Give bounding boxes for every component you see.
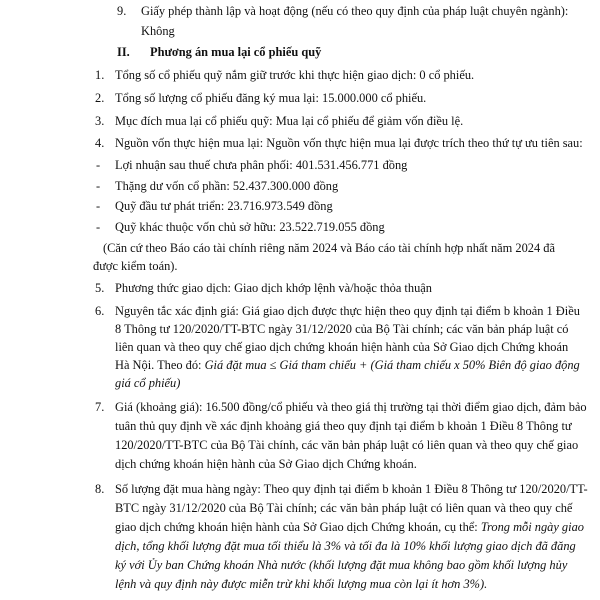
source-item: Quỹ khác thuộc vốn chủ sở hữu: 23.522.719.055 đồng [115, 220, 385, 234]
note-line-1: (Căn cứ theo Báo cáo tài chính riêng năm 2024 và Báo cáo tài chính hợp nhất năm 2024 đã [103, 241, 555, 255]
item-6-line-4 [115, 357, 580, 373]
item-4-number: 4. [95, 136, 105, 150]
item-9-line-2: Không [141, 24, 175, 38]
item-7-number: 7. [95, 400, 105, 414]
item-6-line-4-normal: Hà Nội. Theo đó: [115, 358, 205, 372]
item-8-line-6: lệnh và quy định này được miễn trừ khi khối lượng mua còn lại ít hơn 3%). [115, 577, 488, 591]
item-7-line-3: 120/2020/TT-BTC của Bộ Tài chính, các văn bản pháp luật có liên quan và theo quy chế giao [115, 438, 579, 452]
bullet-mark: - [96, 179, 101, 193]
item-6-line-3: liên quan và theo quy chế giao dịch chứng khoán hiện hành của Sở Giao dịch Chứng khoán [115, 340, 569, 354]
bullet-mark: - [96, 199, 101, 213]
item-6-number: 6. [95, 304, 105, 318]
item-3-text: Mục đích mua lại cổ phiếu quỹ: Mua lại cổ phiếu để giảm vốn điều lệ. [115, 114, 464, 128]
item-8-line-3-normal: giao dịch chứng khoán hiện hành của Sở Giao dịch Chứng khoán, cụ thể: [115, 520, 481, 534]
item-8-line-3-italic: Trong mỗi ngày giao [480, 520, 584, 534]
item-2-number: 2. [95, 91, 105, 105]
item-8-line-5: ký với Ủy ban Chứng khoán Nhà nước (khối lượng đặt mua không bao gồm khối lượng hủy [115, 558, 568, 572]
item-8-number: 8. [95, 482, 105, 496]
item-9-line-1: Giấy phép thành lập và hoạt động (nếu có theo quy định của pháp luật chuyên ngành): [141, 4, 569, 18]
item-6-formula: Giá đặt mua ≤ Giá tham chiếu + (Giá tham chiếu x 50% Biên độ giao động [204, 358, 580, 372]
item-1-number: 1. [95, 68, 105, 82]
item-8-line-3 [115, 519, 584, 535]
item-5-text: Phương thức giao dịch: Giao dịch khớp lệnh và/hoặc thỏa thuận [115, 281, 432, 295]
item-7-line-4: dịch chứng khoán hiện hành của Sở Giao dịch Chứng khoán. [115, 457, 417, 471]
bullet-mark: - [96, 158, 101, 172]
section-2-title: Phương án mua lại cổ phiếu quỹ [150, 45, 322, 59]
note-line-2: được kiểm toán). [93, 259, 178, 273]
source-item: Lợi nhuận sau thuế chưa phân phối: 401.531.456.771 đồng [115, 158, 408, 172]
item-9-number: 9. [117, 4, 127, 18]
source-item: Quỹ đầu tư phát triển: 23.716.973.549 đồng [115, 199, 333, 213]
item-8-line-2: BTC ngày 31/12/2020 của Bộ Tài chính; các văn bản pháp luật có liên quan và theo quy chế [115, 501, 573, 515]
item-8-line-4: dịch, tổng khối lượng đặt mua tối thiểu là 3% và tối đa là 10% khối lượng giao dịch đã đăng [115, 539, 576, 553]
item-7-line-2: tuân thủ quy định về xác định khoảng giá theo quy định tại điểm b khoản 1 Điều 8 Thông tư [115, 419, 572, 433]
item-6-line-2: 8 Thông tư 120/2020/TT-BTC ngày 31/12/2020 của Bộ Tài chính; các văn bản pháp luật có [115, 322, 569, 336]
item-4-text: Nguồn vốn thực hiện mua lại: Nguồn vốn thực hiện mua lại được trích theo thứ tự ưu tiên sau: [115, 136, 583, 150]
item-6-line-1: Nguyên tắc xác định giá: Giá giao dịch được thực hiện theo quy định tại điểm b khoản 1 Điều [115, 304, 580, 318]
bullet-mark: - [96, 220, 101, 234]
item-3-number: 3. [95, 114, 105, 128]
source-item: Thặng dư vốn cổ phần: 52.437.300.000 đồng [115, 179, 339, 193]
item-8-line-1: Số lượng đặt mua hàng ngày: Theo quy định tại điểm b khoản 1 Điều 8 Thông tư 120/2020/TT- [115, 482, 588, 496]
item-7-line-1: Giá (khoảng giá): 16.500 đồng/cổ phiếu và theo giá thị trường tại thời điểm giao dịch, đảm bảo [115, 400, 587, 414]
section-2-number: II. [117, 45, 130, 59]
item-5-number: 5. [95, 281, 105, 295]
item-2-text: Tổng số lượng cổ phiếu đăng ký mua lại: 15.000.000 cổ phiếu. [115, 91, 427, 105]
item-1-text: Tổng số cổ phiếu quỹ nắm giữ trước khi thực hiện giao dịch: 0 cổ phiếu. [115, 68, 475, 82]
item-6-line-5: giá cổ phiếu) [115, 376, 181, 390]
